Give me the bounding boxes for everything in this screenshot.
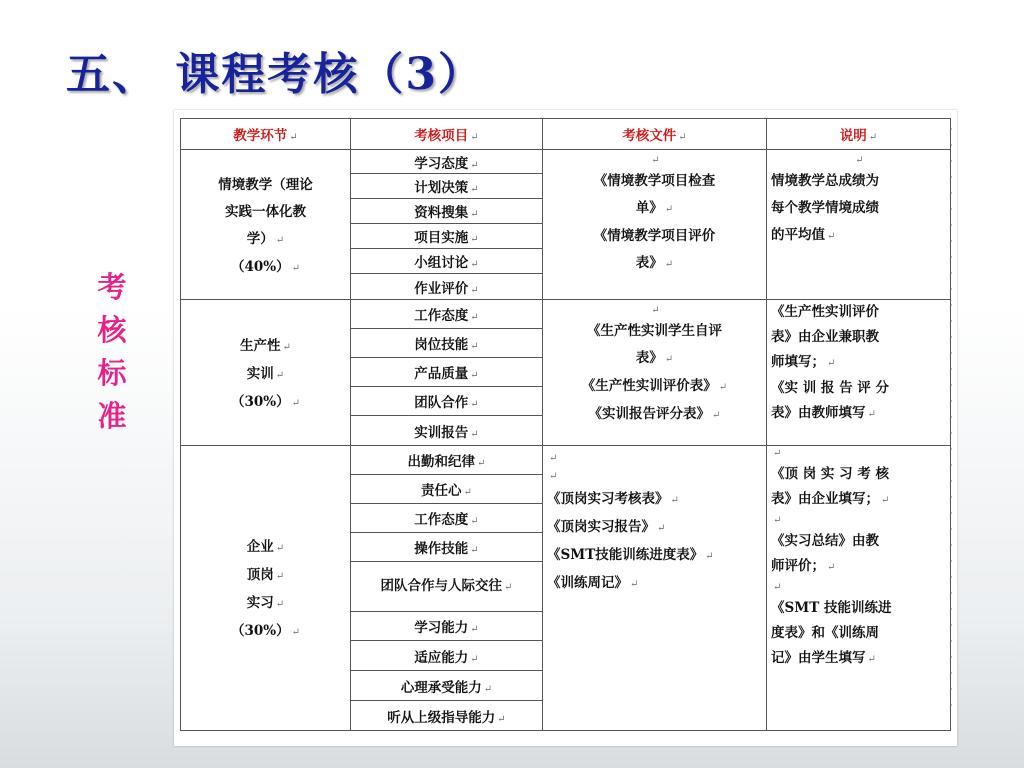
assessment-table-image (174, 110, 957, 746)
slide-title: 五、 课程考核（3） (66, 49, 484, 100)
assessment-table (180, 118, 951, 731)
header-cell: 说明 ↵ (767, 119, 951, 150)
item-cell: 学习能力 ↵ (351, 612, 543, 641)
item-cell: 小组讨论 ↵ (351, 249, 543, 274)
side-label-char: 考 (97, 270, 127, 304)
item-cell: 项目实施 ↵ (351, 224, 543, 249)
item-cell: 产品质量 ↵ (351, 358, 543, 387)
side-label-char: 核 (97, 313, 127, 347)
file-cell: ↵ ↵ 《顶岗实习考核表》 ↵ 《顶岗实习报告》 ↵ 《SMT技能训练进度表》 ↵ 《训练周记》 ↵ (543, 446, 767, 731)
item-cell: 操作技能 ↵ (351, 533, 543, 562)
item-cell: 团队合作 ↵ (351, 387, 543, 416)
header-cell: 考核项目 ↵ (351, 119, 543, 150)
file-cell: ↵ 《生产性实训学生自评 表》 ↵ 《生产性实训评价表》 ↵ 《实训报告评分表》 ↵ (543, 300, 767, 446)
file-cell: ↵ 《情境教学项目检查 单》 ↵ 《情境教学项目评价 表》 ↵ (543, 150, 767, 300)
item-cell: 责任心 ↵ (351, 475, 543, 504)
side-label (92, 266, 132, 438)
stage-cell: 企业 ↵ 顶岗 ↵ 实习 ↵ （30%） ↵ (181, 446, 351, 731)
paragraph-marks: · · · · · · · · · · · · · · · · · · · · · · · · · · · · · · · · · · · · · (950, 125, 953, 711)
stage-cell: 情境教学（理论 实践一体化教 学） ↵ （40%） ↵ (181, 150, 351, 300)
note-cell: ↵ 情境教学总成绩为 每个教学情境成绩 的平均值 ↵ (767, 150, 951, 300)
table-row (181, 446, 951, 475)
side-label-char: 准 (97, 399, 127, 433)
item-cell: 计划决策 ↵ (351, 174, 543, 199)
item-cell: 学习态度 ↵ (351, 150, 543, 174)
item-cell: 工作态度 ↵ (351, 504, 543, 533)
note-cell: 《生产性实训评价 表》由企业兼职教 师填写； ↵ 《实 训 报 告 评 分 表》由教师填写 ↵ (767, 300, 951, 446)
header-cell: 教学环节 ↵ (181, 119, 351, 150)
header-cell: 考核文件 ↵ (543, 119, 767, 150)
item-cell: 作业评价 ↵ (351, 274, 543, 300)
item-cell: 岗位技能 ↵ (351, 329, 543, 358)
item-cell: 工作态度 ↵ (351, 300, 543, 329)
stage-cell: 生产性 ↵ 实训 ↵ （30%） ↵ (181, 300, 351, 446)
item-cell: 听从上级指导能力 ↵ (351, 701, 543, 731)
item-cell: 适应能力 ↵ (351, 641, 543, 671)
note-cell: ↵ 《顶 岗 实 习 考 核 表》由企业填写； ↵ ↵ 《实习总结》由教 师评价； ↵ ↵ 《SMT 技能训练进 度表》和《训练周 记》由学生填写 ↵ (767, 446, 951, 731)
item-cell: 实训报告 ↵ (351, 416, 543, 446)
table-row (181, 300, 951, 329)
side-label-char: 标 (97, 356, 127, 390)
item-cell: 资料搜集 ↵ (351, 199, 543, 224)
item-cell: 团队合作与人际交往 ↵ (351, 562, 543, 612)
item-cell: 出勤和纪律 ↵ (351, 446, 543, 475)
item-cell: 心理承受能力 ↵ (351, 671, 543, 701)
table-row (181, 150, 951, 174)
table-header-row (181, 119, 951, 150)
